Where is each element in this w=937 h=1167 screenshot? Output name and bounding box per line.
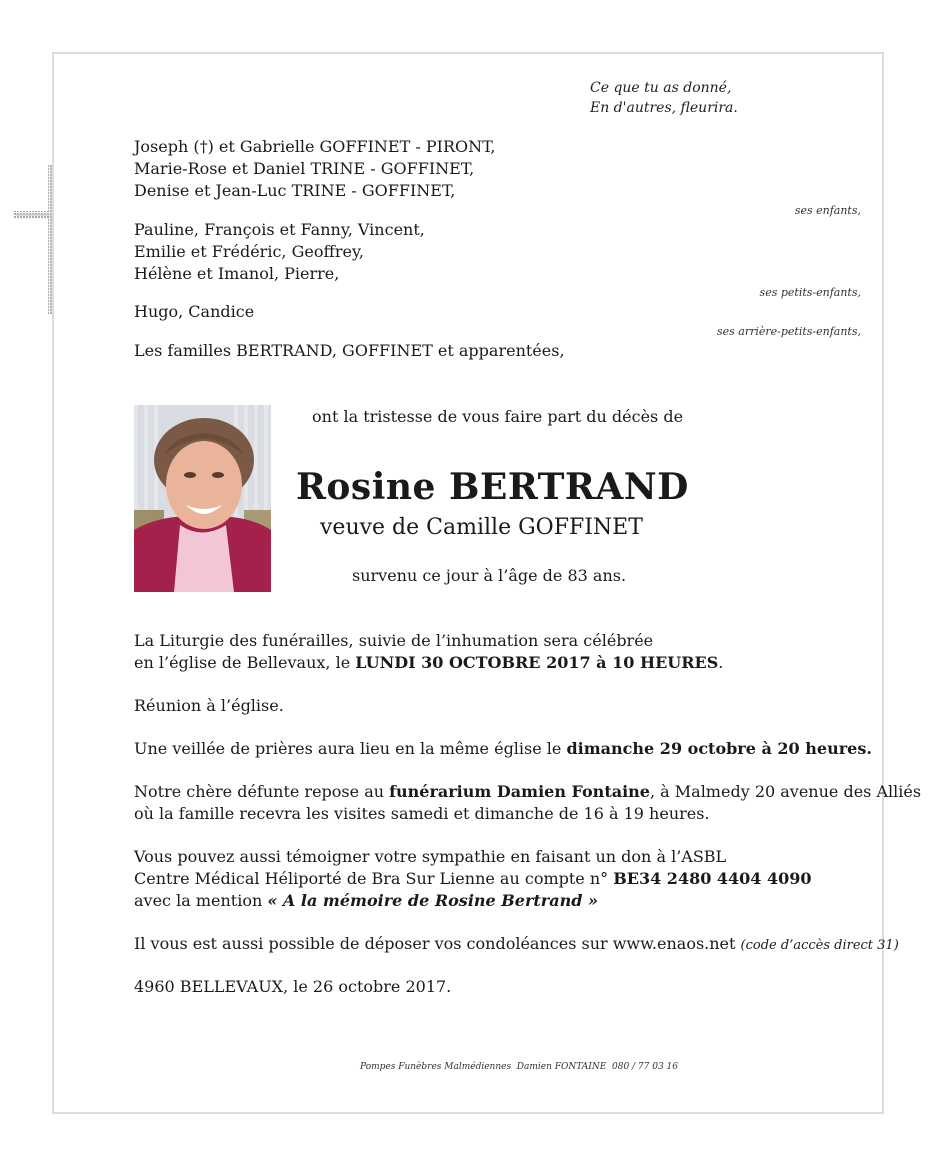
footer-credit: Pompes Funèbres Malmédiennes Damien FONTAINE 080 / 77 03 16 bbox=[360, 1062, 679, 1072]
funerarium-line-1 bbox=[134, 781, 921, 803]
children-line: Joseph (†) et Gabrielle GOFFINET - PIRONT, bbox=[134, 137, 496, 156]
grandchildren-line: Pauline, François et Fanny, Vincent, bbox=[134, 220, 425, 239]
vigil-date: dimanche 29 octobre à 20 heures. bbox=[566, 739, 872, 758]
funeral-line-2 bbox=[134, 652, 723, 674]
funerarium-line-2: où la famille recevra les visites samedi et dimanche de 16 à 19 heures. bbox=[134, 804, 710, 823]
funerarium-prefix: Notre chère défunte repose au bbox=[134, 782, 390, 801]
condolences-text: Il vous est aussi possible de déposer vos condoléances sur www.enaos.net bbox=[134, 934, 741, 953]
grandchildren-line: Emilie et Frédéric, Geoffrey, bbox=[134, 242, 364, 261]
families-line: Les familles BERTRAND, GOFFINET et apparentées, bbox=[134, 341, 565, 360]
donation-line-1: Vous pouvez aussi témoigner votre sympathie en faisant un don à l’ASBL bbox=[134, 847, 727, 866]
funerarium-details bbox=[134, 781, 921, 825]
deceased-name: Rosine BERTRAND bbox=[296, 466, 689, 508]
funerarium-suffix: , à Malmedy 20 avenue des Alliés bbox=[649, 782, 922, 801]
donation-line-2-prefix: Centre Médical Héliporté de Bra Sur Lienne au compte n° bbox=[134, 869, 614, 888]
funerarium-name: funérarium Damien Fontaine bbox=[389, 782, 650, 801]
grandchildren-label: ses petits-enfants, bbox=[759, 286, 861, 299]
great-grandchildren-label: ses arrière-petits-enfants, bbox=[716, 325, 861, 338]
donation-line-3 bbox=[134, 890, 812, 912]
donation-mention: « A la mémoire de Rosine Bertrand » bbox=[267, 891, 598, 910]
condolences-line bbox=[134, 933, 899, 957]
donation-line-2 bbox=[134, 868, 812, 890]
donation-line-3-prefix: avec la mention bbox=[134, 891, 268, 910]
donation-account: BE34 2480 4404 4090 bbox=[613, 869, 812, 888]
children-line: Marie-Rose et Daniel TRINE - GOFFINET, bbox=[134, 159, 475, 178]
epigraph bbox=[590, 78, 738, 118]
funeral-line-1: La Liturgie des funérailles, suivie de l’inhumation sera célébrée bbox=[134, 631, 654, 650]
great-grandchildren-line: Hugo, Candice bbox=[134, 302, 255, 321]
vigil-line bbox=[134, 738, 872, 760]
announcement-intro: ont la tristesse de vous faire part du décès de bbox=[312, 407, 684, 426]
condolences-note: (code d’accès direct 31) bbox=[740, 938, 899, 953]
funeral-line-2-suffix: . bbox=[718, 653, 724, 672]
age-line: survenu ce jour à l’âge de 83 ans. bbox=[352, 566, 627, 585]
portrait-photo bbox=[134, 405, 271, 592]
funeral-date: LUNDI 30 OCTOBRE 2017 à 10 HEURES bbox=[355, 653, 719, 672]
funeral-line-2-prefix: en l’église de Bellevaux, le bbox=[134, 653, 356, 672]
children-line: Denise et Jean-Luc TRINE - GOFFINET, bbox=[134, 181, 456, 200]
grandchildren-list bbox=[134, 219, 425, 285]
place-date: 4960 BELLEVAUX, le 26 octobre 2017. bbox=[134, 977, 452, 996]
donation-details bbox=[134, 846, 812, 912]
vigil-prefix: Une veillée de prières aura lieu en la même église le bbox=[134, 739, 567, 758]
epigraph-line-2: En d'autres, fleurira. bbox=[590, 100, 738, 116]
reunion-line: Réunion à l’église. bbox=[134, 696, 284, 715]
grandchildren-line: Hélène et Imanol, Pierre, bbox=[134, 264, 340, 283]
portrait-image bbox=[134, 405, 271, 592]
children-list bbox=[134, 136, 496, 202]
widow-of: veuve de Camille GOFFINET bbox=[320, 515, 643, 540]
children-label: ses enfants, bbox=[794, 204, 861, 217]
funeral-details bbox=[134, 630, 723, 674]
epigraph-line-1: Ce que tu as donné, bbox=[590, 80, 732, 96]
